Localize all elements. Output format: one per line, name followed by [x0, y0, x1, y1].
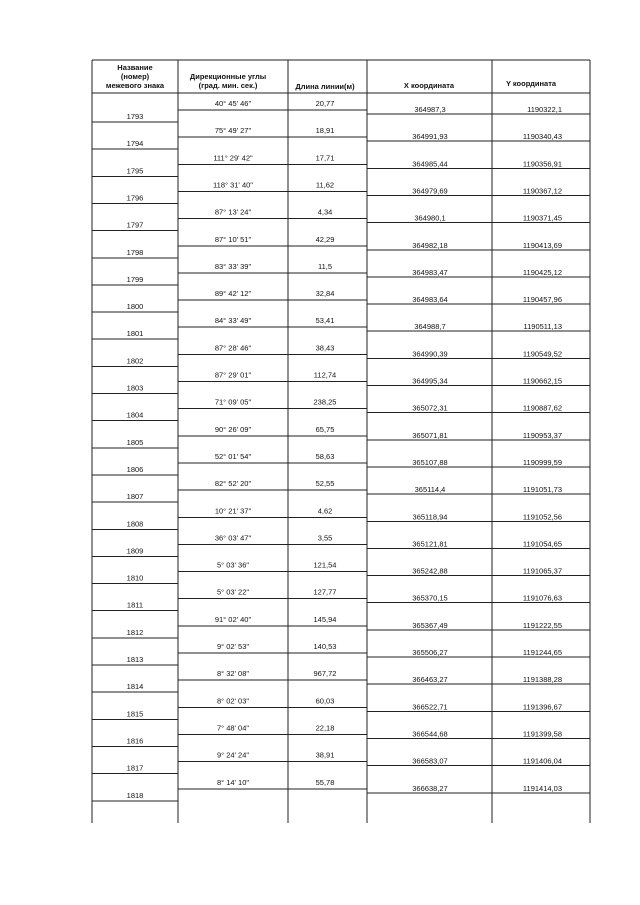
y-coordinate-value: 1191051,73: [522, 485, 562, 495]
point-name: 1809: [126, 546, 144, 556]
direction-angle-value: 83° 33' 39": [214, 261, 252, 271]
direction-angle-value: 36° 03' 47": [214, 533, 252, 543]
y-coordinate-value: 1190887,62: [522, 403, 562, 413]
line-length-value: 58,63: [315, 451, 335, 461]
y-coordinate-value: 1190340,43: [522, 132, 562, 142]
line-length-value: 967,72: [313, 669, 337, 679]
direction-angle-value: 9° 24' 24": [216, 750, 250, 760]
x-coordinate-value: 366544,68: [412, 729, 448, 739]
header-name-line-1: Название: [117, 63, 153, 72]
y-coordinate-value: 1190457,96: [522, 295, 562, 305]
table-header: [106, 63, 557, 91]
line-length-value: 11,5: [317, 261, 333, 271]
line-length-value: 38,91: [315, 750, 335, 760]
direction-angle-value: 89° 42' 12": [214, 289, 252, 299]
x-coordinate-value: 366638,27: [412, 783, 448, 793]
line-length-value: 17,71: [315, 153, 335, 163]
line-length-value: 65,75: [315, 424, 335, 434]
line-length-value: 112,74: [313, 370, 337, 380]
line-length-value: 238,25: [313, 397, 337, 407]
y-coordinate-value: 1191244,65: [522, 648, 562, 657]
x-coordinate-value: 365118,94: [412, 512, 448, 522]
x-coordinate-value: 364983,64: [412, 295, 448, 305]
point-name: 1802: [126, 356, 144, 366]
line-length-value: 38,43: [315, 343, 335, 353]
direction-angle-value: 52° 01' 54": [214, 451, 252, 461]
y-coordinate-value: 1191396,67: [522, 702, 562, 712]
point-name: 1797: [126, 220, 144, 230]
y-coordinate-value: 1191222,55: [522, 620, 562, 630]
line-length-value: 22,18: [315, 723, 335, 733]
line-length-value: 11,62: [315, 180, 335, 190]
point-name: 1808: [126, 519, 144, 529]
line-length-value: 42,29: [315, 234, 335, 244]
x-coordinate-value: 366522,71: [412, 702, 448, 712]
x-coordinate-value: 364987,3: [414, 105, 446, 114]
y-coordinate-value: 1190413,69: [522, 240, 562, 250]
x-coordinate-value: 365114,4: [414, 485, 446, 495]
y-coordinate-value: 1190367,12: [522, 186, 562, 196]
y-coordinate-value: 1191054,65: [522, 539, 562, 549]
y-coordinate-value: 1191406,04: [522, 756, 562, 766]
point-name: 1804: [126, 410, 144, 420]
x-coordinate-value: 365506,27: [412, 648, 448, 657]
direction-angle-value: 75° 49' 27": [214, 126, 252, 136]
line-length-value: 4,34: [317, 207, 333, 217]
y-coordinate-value: 1190356,91: [522, 159, 562, 169]
table-body: [127, 99, 562, 800]
direction-angle-value: 71° 09' 05": [214, 397, 252, 407]
x-coordinate-value: 365107,88: [412, 457, 448, 467]
y-coordinate-value: 1190953,37: [522, 430, 562, 440]
line-length-value: 145,94: [313, 614, 337, 624]
point-name: 1812: [126, 627, 144, 637]
direction-angle-value: 8° 32' 08": [216, 669, 250, 679]
point-name: 1800: [126, 302, 144, 312]
point-name: 1798: [126, 247, 144, 257]
header-y-coordinate: Y координата: [505, 79, 557, 88]
line-length-value: 140,53: [313, 642, 337, 651]
point-name: 1813: [126, 655, 144, 664]
x-coordinate-value: 364985,44: [412, 159, 448, 169]
point-name: 1815: [126, 709, 144, 719]
direction-angle-value: 84° 33' 49": [214, 316, 252, 326]
point-name: 1818: [126, 790, 144, 800]
y-coordinate-value: 1191388,28: [522, 675, 562, 685]
direction-angle-value: 9° 02' 53": [216, 642, 250, 651]
direction-angle-value: 87° 13' 24": [214, 207, 252, 217]
point-name: 1795: [126, 166, 144, 176]
point-name: 1817: [126, 763, 144, 773]
point-name: 1794: [126, 139, 144, 149]
point-name: 1803: [126, 383, 144, 393]
y-coordinate-value: 1191414,03: [522, 783, 562, 793]
direction-angle-value: 8° 14' 10": [216, 777, 250, 787]
line-length-value: 3,55: [317, 533, 333, 543]
header-x-coordinate: X координата: [403, 81, 455, 90]
point-name: 1806: [126, 464, 144, 474]
x-coordinate-value: 364990,39: [412, 349, 448, 359]
point-name: 1805: [126, 437, 144, 447]
y-coordinate-value: 1191052,56: [522, 512, 562, 522]
header-name-line-2: (номер): [120, 72, 150, 81]
direction-angle-value: 8° 02' 03": [216, 696, 250, 706]
x-coordinate-value: 364980,1: [414, 213, 446, 223]
point-name: 1796: [126, 193, 144, 203]
header-angle-line-1: Дирекционные углы: [189, 72, 267, 81]
y-coordinate-value: 1190662,15: [522, 376, 562, 386]
y-coordinate-value: 1190549,52: [522, 349, 562, 359]
x-coordinate-value: 366463,27: [412, 675, 448, 685]
x-coordinate-value: 365071,81: [412, 430, 448, 440]
line-length-value: 18,91: [315, 126, 335, 136]
direction-angle-value: 111° 29' 42": [213, 153, 253, 163]
direction-angle-value: 87° 10' 51": [214, 234, 252, 244]
x-coordinate-value: 364995,34: [412, 376, 448, 386]
line-length-value: 32,84: [315, 289, 335, 299]
direction-angle-value: 7° 48' 04": [216, 723, 250, 733]
y-coordinate-value: 1191076,63: [522, 593, 562, 603]
x-coordinate-value: 365242,88: [412, 566, 448, 576]
direction-angle-value: 87° 29' 01": [214, 370, 252, 380]
point-name: 1816: [126, 736, 144, 746]
y-coordinate-value: 1190425,12: [522, 267, 562, 277]
direction-angle-value: 90° 26' 09": [214, 424, 252, 434]
line-length-value: 127,77: [313, 587, 337, 597]
x-coordinate-value: 365367,49: [412, 620, 448, 630]
line-length-value: 121,54: [313, 560, 337, 570]
line-length-value: 53,41: [315, 316, 335, 326]
y-coordinate-value: 1191065,37: [522, 566, 562, 576]
line-length-value: 55,78: [315, 777, 335, 787]
direction-angle-value: 118° 31' 40": [213, 180, 253, 190]
direction-angle-value: 5° 03' 22": [216, 587, 250, 597]
x-coordinate-value: 364982,18: [412, 240, 448, 250]
y-coordinate-value: 1190322,1: [527, 105, 562, 114]
y-coordinate-value: 1190511,13: [523, 322, 562, 332]
table-grid: [92, 60, 590, 823]
point-name: 1799: [126, 274, 144, 284]
x-coordinate-value: 365121,81: [412, 539, 448, 549]
point-name: 1810: [126, 573, 144, 583]
point-name: 1793: [126, 112, 144, 121]
line-length-value: 52,55: [315, 479, 335, 489]
y-coordinate-value: 1190371,45: [522, 213, 562, 223]
x-coordinate-value: 364991,93: [412, 132, 448, 142]
x-coordinate-value: 364988,7: [414, 322, 446, 332]
header-length: Длина линии(м): [295, 82, 355, 91]
direction-angle-value: 82° 52' 20": [214, 479, 252, 489]
header-name-line-3: межевого знака: [105, 81, 165, 90]
line-length-value: 4,62: [317, 506, 333, 516]
direction-angle-value: 40° 45' 46": [214, 99, 252, 108]
x-coordinate-value: 365370,15: [412, 593, 448, 603]
x-coordinate-value: 365072,31: [412, 403, 448, 413]
y-coordinate-value: 1190999,59: [522, 457, 562, 467]
point-name: 1801: [126, 329, 144, 339]
point-name: 1811: [126, 600, 144, 610]
direction-angle-value: 91° 02' 40": [214, 614, 252, 624]
x-coordinate-value: 366583,07: [412, 756, 448, 766]
x-coordinate-value: 364979,69: [412, 186, 448, 196]
line-length-value: 20,77: [315, 99, 335, 108]
line-length-value: 60,03: [315, 696, 335, 706]
point-name: 1814: [126, 682, 144, 692]
direction-angle-value: 10° 21' 37": [214, 506, 252, 516]
point-name: 1807: [126, 492, 144, 502]
y-coordinate-value: 1191399,58: [522, 729, 562, 739]
direction-angle-value: 5° 03' 36": [216, 560, 250, 570]
x-coordinate-value: 364983,47: [412, 267, 448, 277]
header-angle-line-2: (град. мин. сек.): [198, 81, 258, 90]
direction-angle-value: 87° 28' 46": [214, 343, 252, 353]
